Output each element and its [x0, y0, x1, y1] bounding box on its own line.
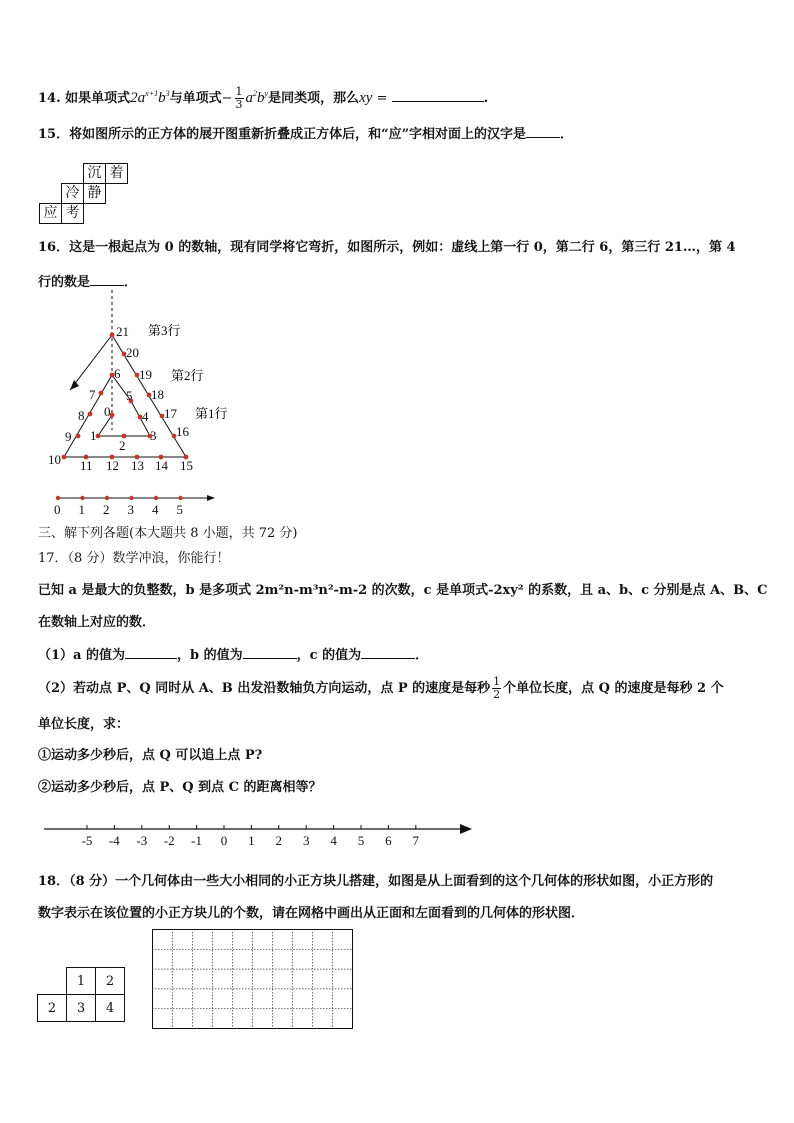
axis-tick-label: 1 [78, 502, 85, 517]
point-label: 8 [78, 408, 85, 423]
top-view-cell: 4 [96, 995, 125, 1022]
net-face: 冷 [62, 184, 84, 204]
axis-tick-label: 5 [357, 833, 365, 848]
point-label: 9 [65, 429, 72, 444]
axis-tick-label: 3 [127, 502, 134, 517]
axis-tick-label: 5 [176, 502, 183, 517]
point-label: 14 [155, 458, 168, 473]
point-label: 20 [126, 345, 139, 360]
question-16-line2: 行的数是 ． [38, 271, 137, 293]
number-line-17 [40, 818, 480, 854]
point-label: 1 [90, 428, 97, 443]
arrow-head [460, 824, 472, 834]
axis-tick-label: 7 [412, 833, 420, 848]
question-17-line2: 在数轴上对应的数． [38, 615, 156, 630]
net-face: 沉 [84, 164, 106, 184]
row-label: 第1行 [195, 406, 228, 421]
net-face: 应 [40, 204, 62, 224]
fraction-one-third: $\frac{1}{3}$ [235, 85, 243, 111]
question-17-sub2: ②运动多少秒后，点 P、Q 到点 C 的距离相等？ [38, 780, 322, 795]
number-point [110, 333, 115, 338]
top-view-figure [37, 967, 125, 1022]
question-15: 15．将如图所示的正方体的展开图重新折叠成正方体后，和“应”字相对面上的汉字是 ． [38, 123, 573, 145]
axis-tick-label: 1 [248, 833, 255, 848]
question-14: 14. 如果单项式$2a^{x+1}b^3$与单项式− $\frac{1}{3}$ $a^2b^y$是同类项，那么xy = . [38, 85, 489, 111]
answer-blank-c[interactable] [361, 644, 415, 659]
axis-tick-label: 6 [385, 833, 392, 848]
axis-tick-label: 4 [152, 502, 159, 517]
axis-tick-label: -3 [136, 833, 148, 848]
point-label: 11 [80, 458, 93, 473]
arrow-head [70, 380, 79, 390]
row-label: 第3行 [148, 323, 181, 338]
bent-number-line-diagram [0, 290, 260, 520]
q14-number: 14. [38, 91, 61, 106]
axis-tick-label: 0 [220, 833, 228, 848]
point-label: 7 [89, 387, 96, 402]
question-17-sub1: ①运动多少秒后，点 Q 可以追上点 P? [38, 748, 263, 763]
answer-blank-15[interactable] [526, 123, 560, 138]
axis-point [178, 496, 182, 500]
answer-blank-14[interactable] [392, 87, 484, 102]
cube-net [39, 163, 128, 224]
point-label: 3 [150, 428, 157, 443]
monomial-1: $2a^{x+1}b^3$ [130, 89, 170, 106]
fraction-one-half: $\frac{1}{2}$ [493, 675, 501, 701]
axis-point [129, 496, 133, 500]
axis-tick-label: 0 [54, 502, 61, 517]
arrow-head [207, 495, 215, 501]
point-label: 13 [131, 458, 144, 473]
point-label: 2 [119, 438, 126, 453]
question-17-part2-cont: 单位长度，求： [38, 717, 130, 732]
top-view-cell: 3 [67, 995, 96, 1022]
top-view-cell: 2 [96, 968, 125, 995]
question-17-part2: （2）若动点 P、Q 同时从 A、B 出发沿数轴负方向运动，点 P 的速度是每秒 $\frac{1}{2}$ 个单位长度，点 Q 的速度是每秒 2 个 [38, 675, 724, 701]
axis-point [56, 496, 60, 500]
monomial-2: $a^2b^y$ [245, 89, 269, 106]
point-label: 12 [106, 458, 119, 473]
point-label: 21 [116, 324, 129, 339]
answer-blank-16[interactable] [90, 271, 124, 286]
number-point [76, 434, 81, 439]
point-label: 16 [176, 424, 189, 439]
point-label: 6 [114, 366, 121, 381]
answer-blank-b[interactable] [243, 644, 297, 659]
axis-tick-label: -4 [108, 833, 120, 848]
question-18-line1: 18．（8 分）一个几何体由一些大小相同的小正方块儿搭建，如图是从上面看到的这个几何体的形状如图，小正方形的 [38, 874, 714, 889]
axis-point [80, 496, 84, 500]
point-label: 5 [126, 388, 133, 403]
number-point [88, 412, 93, 417]
point-label: 10 [48, 452, 61, 467]
row-label: 第2行 [171, 368, 204, 383]
question-17-part1: （1）a 的值为 ，b 的值为 ，c 的值为 ． [38, 644, 428, 666]
net-face: 考 [62, 204, 84, 224]
axis-tick-label: 4 [330, 833, 337, 848]
point-label: 17 [164, 406, 177, 421]
point-label: 0 [104, 404, 111, 419]
question-18-line2: 数字表示在该位置的小正方块儿的个数，请在网格中画出从正面和左面看到的几何体的形状图． [38, 906, 585, 921]
axis-tick-label: -1 [191, 833, 203, 848]
top-view-cell: 2 [38, 995, 67, 1022]
axis-point [154, 496, 158, 500]
top-view-cell: 1 [67, 968, 96, 995]
number-point [99, 391, 104, 396]
point-label: 4 [142, 409, 149, 424]
question-17-head: 17．（8 分）数学冲浪，你能行！ [38, 551, 230, 566]
question-16: 16．这是一根起点为 0 的数轴，现有同学将它弯折，如图所示，例如：虚线上第一行 0，第二行 6，第三行 21…，第 4 [38, 240, 736, 255]
drawing-grid[interactable] [152, 929, 354, 1030]
axis-tick-label: -2 [163, 833, 175, 848]
point-label: 19 [139, 367, 152, 382]
answer-blank-a[interactable] [125, 644, 177, 659]
net-face: 静 [84, 184, 106, 204]
question-17-line1: 已知 a 是最大的负整数，b 是多项式 2m²n-m³n²-m-2 的次数，c 是单项式-2xy² 的系数，且 a、b、c 分别是点 A、B、C [38, 583, 768, 598]
axis-tick-label: 2 [275, 833, 283, 848]
number-point [62, 455, 67, 460]
axis-tick-label: -5 [81, 833, 93, 848]
axis-tick-label: 2 [103, 502, 110, 517]
point-label: 15 [180, 458, 193, 473]
net-face: 着 [106, 164, 128, 184]
axis-point [105, 496, 109, 500]
axis-tick-label: 3 [302, 833, 310, 848]
point-label: 18 [151, 387, 164, 402]
section-title: 三、解下列各题(本大题共 8 小题，共 72 分) [38, 526, 298, 541]
